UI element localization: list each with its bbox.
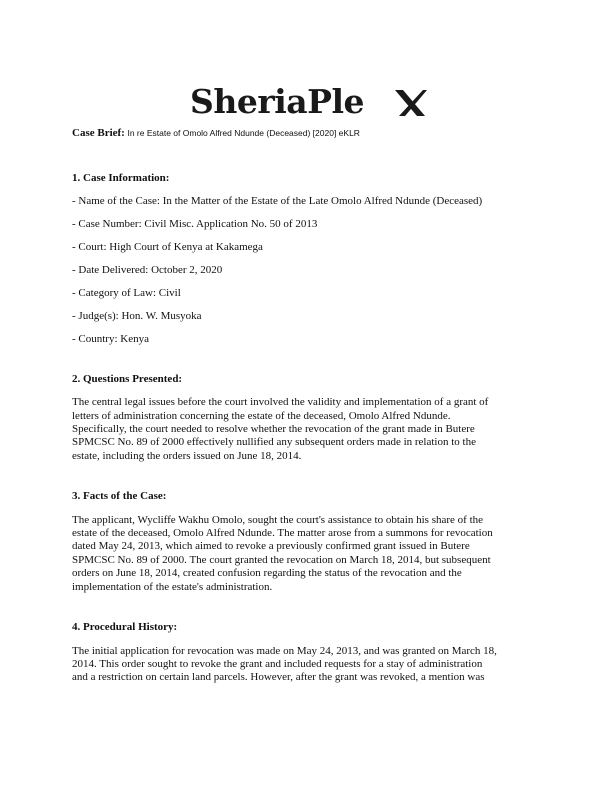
paragraph-line: 2014. This order sought to revoke the grant and included requests for a stay of administration (72, 657, 483, 670)
info-item-court: - Court: High Court of Kenya at Kakamega (72, 241, 263, 254)
section-questions-presented (72, 373, 542, 463)
section-facts (72, 490, 542, 594)
paragraph-line: dated May 24, 2013, which aimed to revoke a previously confirmed grant issued in Butere (72, 540, 470, 553)
document-body (72, 172, 542, 685)
paragraph-line: The central legal issues before the court involved the validity and implementation of a grant of (72, 396, 489, 409)
section-procedural-history (72, 621, 542, 685)
section-heading: 1. Case Information: (72, 172, 170, 184)
case-brief-label: Case Brief: (72, 127, 125, 139)
info-item-case-number: - Case Number: Civil Misc. Application No. 50 of 2013 (72, 218, 318, 231)
section-heading: 2. Questions Presented: (72, 372, 183, 385)
x-mark-icon (393, 88, 427, 118)
paragraph-line: SPMCSC No. 89 of 2000. The court granted the revocation on March 18, 2014, but subsequent (72, 553, 491, 566)
paragraph-line: Specifically, the court needed to resolve whether the revocation of the grant made in Butere (72, 423, 475, 436)
paragraph-line: estate of the deceased, Omolo Alfred Ndunde. The matter arose from a summons for revocation (72, 527, 493, 540)
info-item-judges: - Judge(s): Hon. W. Musyoka (72, 310, 202, 323)
logo-text: SheriaPle (190, 82, 364, 121)
case-brief-line (72, 127, 360, 139)
section-heading: 3. Facts of the Case: (72, 490, 167, 503)
paragraph-line: implementation of the estate's administration. (72, 580, 273, 593)
case-brief-title: In re Estate of Omolo Alfred Ndunde (Deceased) [2020] eKLR (127, 128, 360, 138)
info-item-category: - Category of Law: Civil (72, 287, 181, 300)
section-case-information (72, 172, 542, 347)
paragraph-line: The applicant, Wycliffe Wakhu Omolo, sought the court's assistance to obtain his share of the (72, 513, 484, 526)
paragraph-line: letters of administration concerning the estate of the deceased, Omolo Alfred Ndunde. (72, 409, 451, 422)
info-item-name: - Name of the Case: In the Matter of the Estate of the Late Omolo Alfred Ndunde (Deceased) (72, 195, 483, 208)
paragraph-line: estate, including the orders issued on June 18, 2014. (72, 449, 302, 462)
paragraph-line: and a restriction on certain land parcels. However, after the grant was revoked, a mention was (72, 671, 485, 684)
info-item-country: - Country: Kenya (72, 333, 149, 346)
info-item-date: - Date Delivered: October 2, 2020 (72, 264, 223, 277)
sheriaplex-logo (190, 82, 430, 122)
paragraph-line: The initial application for revocation was made on May 24, 2013, and was granted on March 18, (72, 644, 497, 657)
paragraph-line: SPMCSC No. 89 of 2000 effectively nullified any subsequent orders made in relation to the (72, 436, 476, 449)
paragraph-line: orders on June 18, 2014, created confusion regarding the status of the revocation and the (72, 567, 462, 580)
section-heading: 4. Procedural History: (72, 621, 178, 634)
